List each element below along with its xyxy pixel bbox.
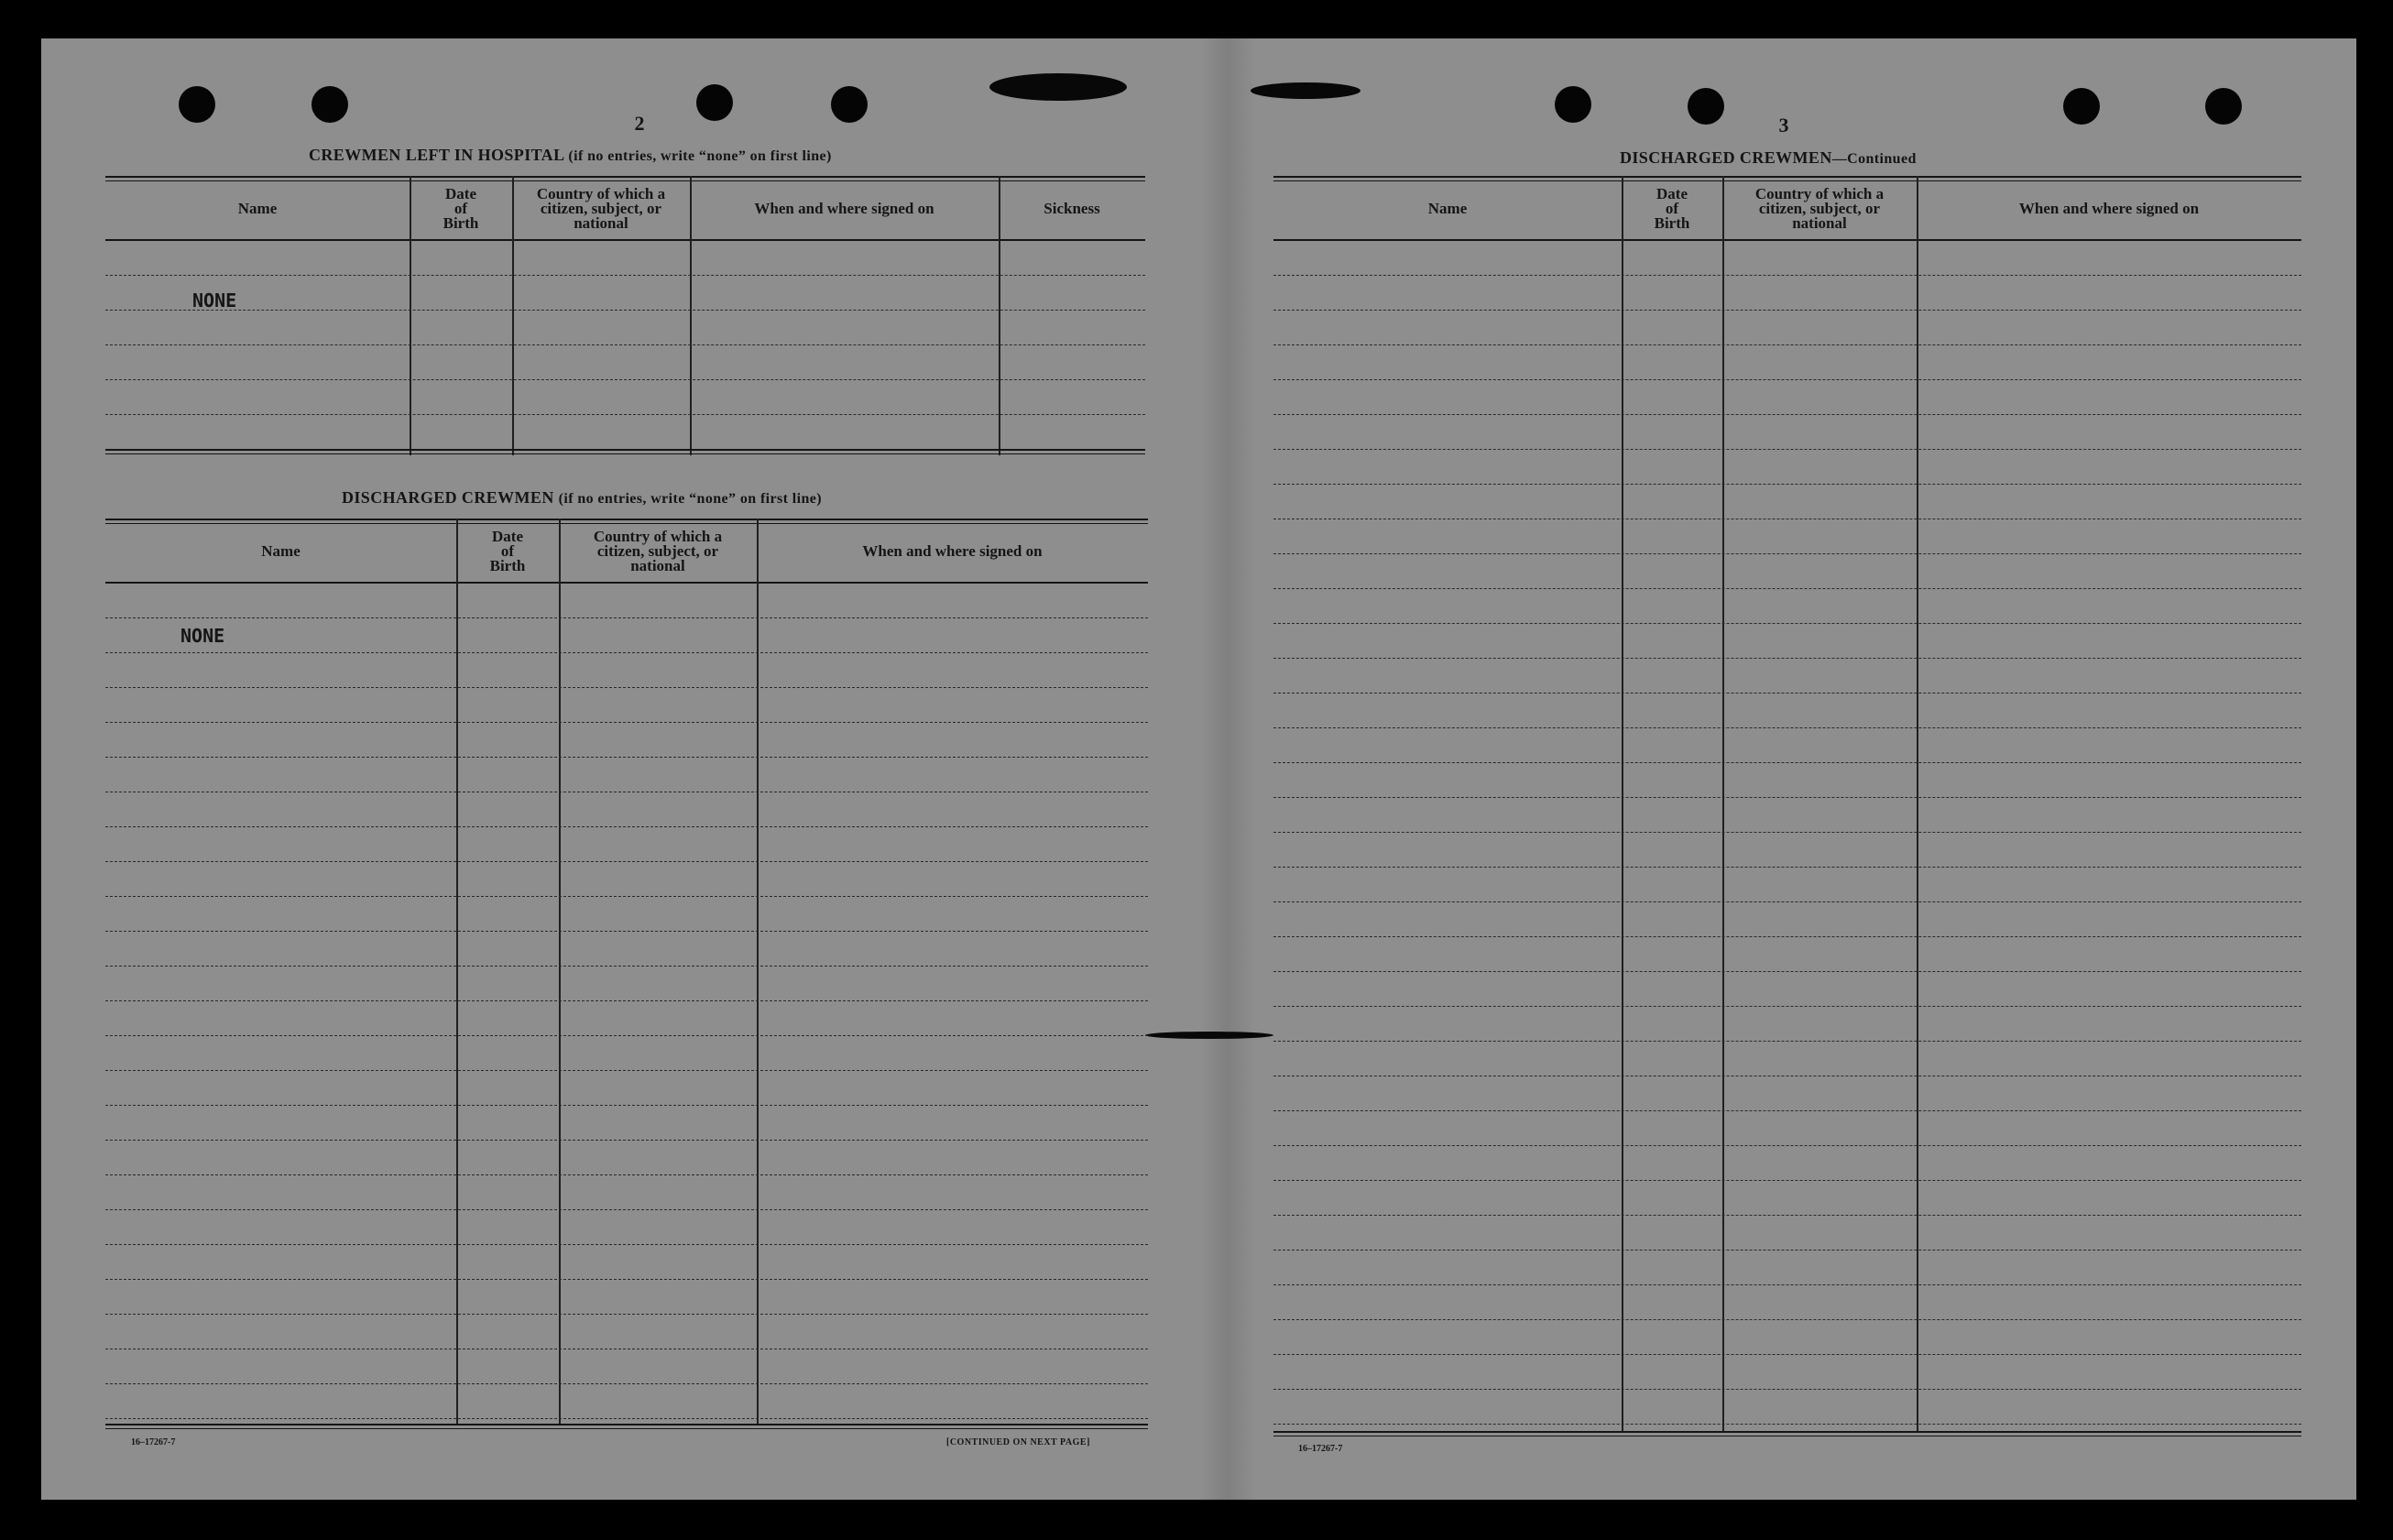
table-row-line xyxy=(105,896,1148,897)
column-divider xyxy=(1722,176,1724,1433)
table-row-line xyxy=(1273,1215,2301,1216)
table-row-line xyxy=(1273,971,2301,972)
table-row-line xyxy=(1273,832,2301,833)
table-row-line xyxy=(105,344,1145,345)
table-row-line xyxy=(1273,1319,2301,1320)
paper-tear xyxy=(1145,1032,1273,1039)
table-row-line xyxy=(1273,658,2301,659)
table-row-line xyxy=(105,826,1148,827)
table-bottom-rule xyxy=(105,1424,1148,1429)
table-row-line xyxy=(1273,1250,2301,1251)
form-number: 16–17267-7 xyxy=(131,1437,176,1447)
paper-tear xyxy=(989,73,1127,101)
column-header-name: Name xyxy=(261,542,300,560)
column-header-sickness: Sickness xyxy=(1044,200,1100,217)
discharged-continued-title xyxy=(1620,148,1917,168)
table-row-line xyxy=(1273,1110,2301,1111)
first-entry: NONE xyxy=(192,289,237,311)
table-row-line xyxy=(1273,379,2301,380)
punch-hole xyxy=(696,84,733,121)
header-rule xyxy=(1273,239,2301,241)
table-row-line xyxy=(1273,310,2301,311)
table-row-line xyxy=(1273,867,2301,868)
column-divider xyxy=(1917,176,1918,1433)
column-header-country: Country of which a citizen, subject, or national xyxy=(1754,185,1885,232)
header-rule xyxy=(105,239,1145,241)
column-header-date-of-birth: Date of Birth xyxy=(489,528,526,574)
discharged-section-title xyxy=(342,488,822,508)
column-divider xyxy=(757,519,759,1425)
discharged-table-left xyxy=(105,519,1148,1475)
table-row-line xyxy=(1273,1041,2301,1042)
table-row-line xyxy=(1273,727,2301,728)
column-header-name: Name xyxy=(237,200,278,217)
table-row-line xyxy=(105,1314,1148,1315)
column-divider xyxy=(559,519,561,1425)
column-header-signed-on: When and where signed on xyxy=(862,542,1043,560)
table-row-line xyxy=(105,966,1148,967)
table-row-line xyxy=(105,275,1145,276)
table-row-line xyxy=(105,1140,1148,1141)
form-number: 16–17267-7 xyxy=(1298,1444,1343,1454)
table-row-line xyxy=(1273,1180,2301,1181)
table-row-line xyxy=(1273,1145,2301,1146)
column-divider xyxy=(1622,176,1623,1433)
table-row-line xyxy=(1273,484,2301,485)
table-row-line xyxy=(1273,693,2301,694)
table-row-line xyxy=(105,310,1145,311)
table-row-line xyxy=(105,1279,1148,1280)
table-row-line xyxy=(105,861,1148,862)
table-row-line xyxy=(105,617,1148,618)
hospital-section-title xyxy=(309,146,832,165)
punch-hole xyxy=(2205,88,2242,125)
table-row-line xyxy=(105,1070,1148,1071)
column-header-date-of-birth: Date of Birth xyxy=(1654,185,1690,232)
column-header-country: Country of which a citizen, subject, or national xyxy=(593,528,723,574)
continued-note: [CONTINUED ON NEXT PAGE] xyxy=(946,1437,1090,1447)
table-row-line xyxy=(105,757,1148,758)
table-row-line xyxy=(105,687,1148,688)
table-row-line xyxy=(1273,588,2301,589)
table-row-line xyxy=(105,722,1148,723)
hospital-table xyxy=(105,176,1145,460)
table-row-line xyxy=(1273,1354,2301,1355)
discharged-table-right xyxy=(1273,176,2301,1484)
table-row-line xyxy=(105,1418,1148,1419)
table-row-line xyxy=(1273,344,2301,345)
page-number: 2 xyxy=(634,112,645,135)
first-entry: NONE xyxy=(180,625,225,647)
table-row-line xyxy=(1273,762,2301,763)
table-row-line xyxy=(105,1244,1148,1245)
document-sheet xyxy=(41,38,2356,1500)
table-row-line xyxy=(105,1174,1148,1175)
discharged-continued-title-text: DISCHARGED CREWMEN xyxy=(1620,148,1832,167)
column-divider xyxy=(456,519,458,1425)
table-row-line xyxy=(1273,936,2301,937)
hospital-title-note: (if no entries, write “none” on first line) xyxy=(568,148,832,164)
column-header-country: Country of which a citizen, subject, or national xyxy=(536,185,666,232)
table-row-line xyxy=(105,1035,1148,1036)
punch-hole xyxy=(311,86,348,123)
discharged-title-note: (if no entries, write “none” on first line) xyxy=(558,491,823,507)
table-row-line xyxy=(1273,1284,2301,1285)
table-row-line xyxy=(1273,901,2301,902)
discharged-title-text: DISCHARGED CREWMEN xyxy=(342,488,554,507)
table-row-line xyxy=(105,1209,1148,1210)
table-row-line xyxy=(1273,1424,2301,1425)
table-row-line xyxy=(105,1105,1148,1106)
column-header-signed-on: When and where signed on xyxy=(2018,200,2200,217)
page-spine xyxy=(1200,38,1255,1500)
column-header-date-of-birth: Date of Birth xyxy=(443,185,479,232)
continued-suffix: —Continued xyxy=(1831,151,1917,167)
table-row-line xyxy=(1273,275,2301,276)
table-row-line xyxy=(1273,1006,2301,1007)
punch-hole xyxy=(1555,86,1591,123)
punch-hole xyxy=(179,86,215,123)
punch-hole xyxy=(2063,88,2100,125)
table-row-line xyxy=(105,931,1148,932)
table-row-line xyxy=(105,379,1145,380)
table-row-line xyxy=(105,652,1148,653)
table-row-line xyxy=(105,414,1145,415)
table-row-line xyxy=(1273,623,2301,624)
page-number: 3 xyxy=(1778,114,1789,137)
table-row-line xyxy=(1273,797,2301,798)
table-row-line xyxy=(105,1000,1148,1001)
hospital-title-text: CREWMEN LEFT IN HOSPITAL xyxy=(309,146,564,164)
punch-hole xyxy=(831,86,868,123)
column-header-name: Name xyxy=(1427,200,1468,217)
table-row-line xyxy=(105,1383,1148,1384)
punch-hole xyxy=(1688,88,1724,125)
header-rule xyxy=(105,582,1148,584)
table-bottom-rule xyxy=(1273,1431,2301,1436)
table-row-line xyxy=(1273,1389,2301,1390)
table-row-line xyxy=(1273,449,2301,450)
table-row-line xyxy=(1273,414,2301,415)
paper-tear xyxy=(1251,82,1360,99)
table-bottom-rule xyxy=(105,449,1145,454)
table-row-line xyxy=(1273,553,2301,554)
column-header-signed-on: When and where signed on xyxy=(754,200,934,217)
